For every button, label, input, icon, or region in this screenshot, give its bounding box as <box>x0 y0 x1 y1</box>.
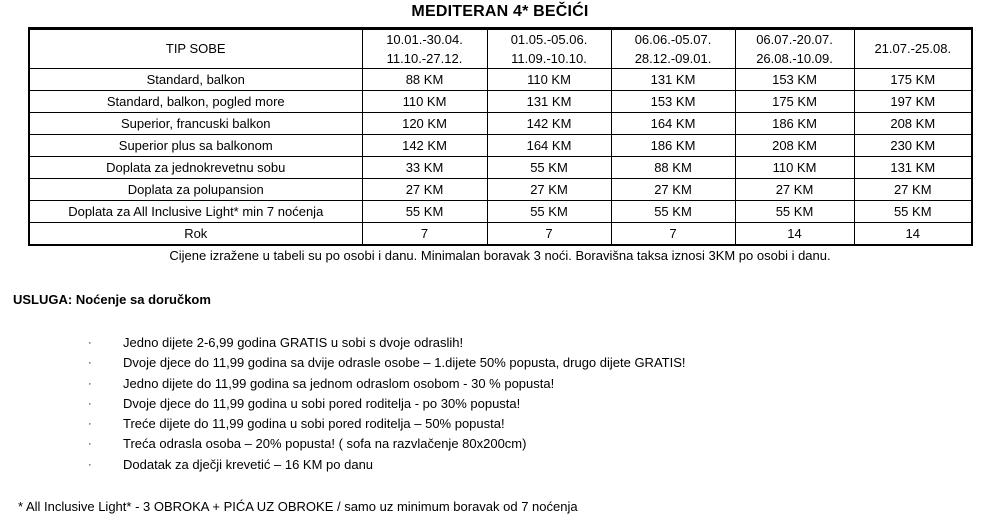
price-cell: 208 KM <box>735 135 854 157</box>
price-cell: 27 KM <box>735 179 854 201</box>
price-cell: 110 KM <box>487 69 611 91</box>
price-cell: 14 <box>735 223 854 246</box>
room-type-cell: Standard, balkon, pogled more <box>29 91 362 113</box>
period-line-2: 11.10.-27.12. <box>386 51 463 66</box>
table-row <box>29 179 972 201</box>
room-type-header: TIP SOBE <box>29 29 362 69</box>
price-cell: 7 <box>611 223 735 246</box>
condition-text: Dodatak za dječji krevetić – 16 KM po danu <box>123 456 374 472</box>
price-cell: 131 KM <box>487 91 611 113</box>
footnote: * All Inclusive Light* - 3 OBROKA + PIĆA UZ OBROKE / samo uz minimum boravak od 7 noćenja <box>18 499 578 514</box>
condition-text: Jedno dijete do 11,99 godina sa jednom odraslom osobom - 30 % popusta! <box>123 375 555 391</box>
bullet-icon: · <box>88 357 92 370</box>
period-line-2: 11.09.-10.10. <box>511 51 587 66</box>
room-type-cell: Standard, balkon <box>29 69 362 91</box>
room-type-cell: Doplata za polupansion <box>29 179 362 201</box>
price-cell: 55 KM <box>487 157 611 179</box>
price-cell: 55 KM <box>735 201 854 223</box>
hotel-title: MEDITERAN 4* BEČIĆI <box>411 3 589 20</box>
price-cell: 153 KM <box>735 69 854 91</box>
table-row <box>29 157 972 179</box>
price-cell: 88 KM <box>611 157 735 179</box>
period-header <box>487 29 611 69</box>
condition-text: Jedno dijete 2-6,99 godina GRATIS u sobi s dvoje odraslih! <box>123 335 464 350</box>
bullet-icon: · <box>88 397 92 410</box>
table-row <box>29 69 972 91</box>
price-cell: 131 KM <box>854 157 972 179</box>
price-cell: 33 KM <box>362 157 487 179</box>
table-row <box>29 223 972 246</box>
price-cell: 164 KM <box>487 135 611 157</box>
bullet-icon: · <box>88 438 92 451</box>
period-header <box>735 29 854 69</box>
price-cell: 230 KM <box>854 135 972 157</box>
room-type-cell: Doplata za All Inclusive Light* min 7 noćenja <box>29 201 362 223</box>
period-line-1: 06.06.-05.07. <box>634 32 712 47</box>
table-row <box>29 201 972 223</box>
price-cell: 27 KM <box>611 179 735 201</box>
condition-text: Dvoje djece do 11,99 godina sa dvije odrasle osobe – 1.dijete 50% popusta, drugo dijete GRATIS! <box>123 355 686 371</box>
table-body <box>29 69 972 246</box>
price-note: Cijene izražene u tabeli su po osobi i danu. Minimalan boravak 3 noći. Boravišna taksa iznosi 3KM po osobi i danu. <box>169 248 831 263</box>
bullet-icon: · <box>88 377 92 390</box>
price-cell: 55 KM <box>487 201 611 223</box>
price-cell: 14 <box>854 223 972 246</box>
price-cell: 110 KM <box>735 157 854 179</box>
period-line-2: 28.12.-09.01. <box>634 51 712 66</box>
bullet-icon: · <box>88 458 92 471</box>
price-cell: 27 KM <box>362 179 487 201</box>
price-cell: 55 KM <box>611 201 735 223</box>
price-cell: 7 <box>362 223 487 246</box>
period-line-2: 26.08.-10.09. <box>756 51 833 66</box>
price-cell: 197 KM <box>854 91 972 113</box>
table-row <box>29 113 972 135</box>
price-cell: 175 KM <box>735 91 854 113</box>
table-row <box>29 135 972 157</box>
bullet-icon: · <box>88 418 92 431</box>
price-cell: 186 KM <box>735 113 854 135</box>
price-cell: 142 KM <box>362 135 487 157</box>
period-line-1: 01.05.-05.06. <box>510 32 588 47</box>
price-cell: 88 KM <box>362 69 487 91</box>
period-line-1: 06.07.-20.07. <box>756 32 833 47</box>
price-cell: 120 KM <box>362 113 487 135</box>
room-type-cell: Superior, francuski balkon <box>29 113 362 135</box>
service-heading: USLUGA: Noćenje sa doručkom <box>13 292 211 307</box>
room-type-cell: Superior plus sa balkonom <box>29 135 362 157</box>
price-cell: 186 KM <box>611 135 735 157</box>
period-header: 21.07.-25.08. <box>854 29 972 69</box>
price-cell: 7 <box>487 223 611 246</box>
price-cell: 55 KM <box>854 201 972 223</box>
price-cell: 110 KM <box>362 91 487 113</box>
price-cell: 153 KM <box>611 91 735 113</box>
price-cell: 175 KM <box>854 69 972 91</box>
room-type-cell: Rok <box>29 223 362 246</box>
price-cell: 27 KM <box>487 179 611 201</box>
price-cell: 131 KM <box>611 69 735 91</box>
price-cell: 208 KM <box>854 113 972 135</box>
price-cell: 164 KM <box>611 113 735 135</box>
condition-text: Treća odrasla osoba – 20% popusta! ( sofa na razvlačenje 80x200cm) <box>123 436 527 452</box>
condition-text: Dvoje djece do 11,99 godina u sobi pored roditelja - po 30% popusta! <box>123 395 521 411</box>
bullet-icon: · <box>88 337 92 349</box>
price-cell: 27 KM <box>854 179 972 201</box>
table-row <box>29 91 972 113</box>
period-header <box>362 29 487 69</box>
price-table <box>28 27 973 246</box>
price-cell: 55 KM <box>362 201 487 223</box>
room-type-cell: Doplata za jednokrevetnu sobu <box>29 157 362 179</box>
period-header <box>611 29 735 69</box>
price-cell: 142 KM <box>487 113 611 135</box>
condition-text: Treće dijete do 11,99 godina u sobi pored roditelja – 50% popusta! <box>123 416 505 432</box>
table-header-row <box>29 29 972 69</box>
period-line-1: 10.01.-30.04. <box>386 32 463 47</box>
